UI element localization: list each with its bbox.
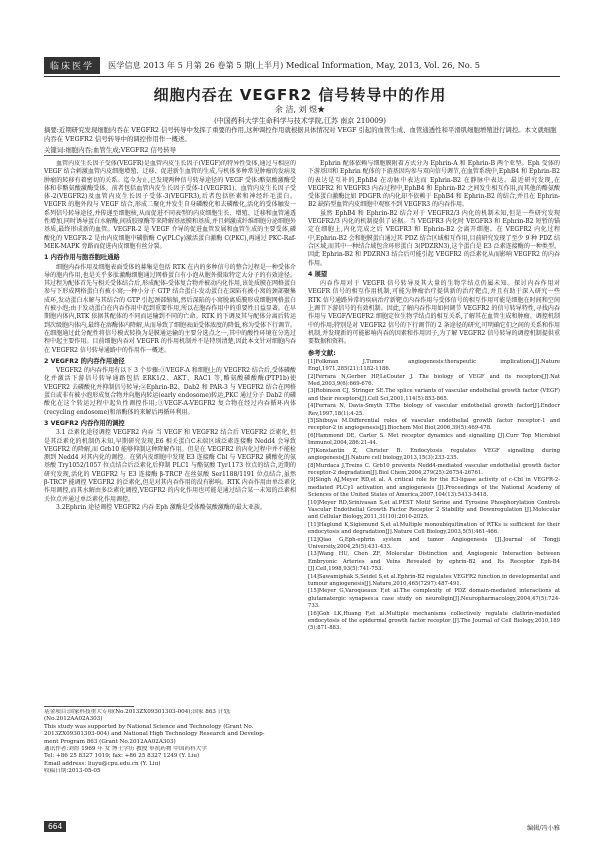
reference-item: [2]Ferrara N,Gerber HP,LeCouter J. The biology of VEGF and its receptors[J].Nat Med,2003,9(6):669-676.: [308, 373, 560, 388]
paragraph: 血管内皮生长因子受体(VEGFR)是血管内皮生长因子(VEGF)的特异性受体,通过与相应的 VEGF 结合刺激血管内皮细胞增殖、迁移、促进新生血管的生成,与机体多种常见肿瘤的发病及肿瘤的转移有着密切的关系。迄今为止,已发现两种信号转导途径的 VEGF 受体:酪氨酸激酶受体和非酪氨酸激酶受体。前者包括血管内皮生长因子受体-1(VEGFR1)、血管内皮生长因子受体-2(VEGFR2)及血管内皮生长因子受体-3(VEGFR3),后者包括胚素和神经纤毛蛋白。VEGFR 的胞外段与 VEGF 结合,形成二聚化并发生自身磷酸化和去磷酸化,活化的受体触发一系列信号转导途径,并传递至细胞核,从而促进不同表型的内皮细胞生长、增殖、迁移和血管通透性增加,同时诱导蛋白水解酶,间质胶原酶等来降解基底膜和基质,并且刺激成纤维细胞分泌细胞外基质,最终形成新的血管。VEGFR-2 是 VEGF 介导的促进血管发展和血管生成的主要受体,磷酸化的 VEGFR-2 是由内皮细胞中磷脂酶 Cγ(PLCγ)激活蛋白激酶 C(PKC),再通过 PKC-Raf-MEK-MAPK 旁路而促进内皮细胞有丝分裂。: [44, 160, 296, 250]
right-column: [308, 160, 560, 835]
editor-credit: 编辑/冯小雅: [526, 825, 560, 832]
reference-item: [10]Meyer RD,Srinivasan S,et al.PEST Motif Serine and Tyrosine Phosphorylation Controls Vascular Endothelial Growth Factor Receptor 2 Stability and Downregulation [J].Molecular and Cellular Biology,2011,31(10):2010-2025.: [308, 499, 560, 521]
footnote-line: 2013ZX09301303-004) and National High Technology Research and Develop-: [44, 731, 265, 738]
reference-item: [9]Singh AJ,Meyer RD,et al. A critical role for the E3-ligase activity of c-Cbl in VEGFR-2-mediated PLCγ1 activation and angiogenesis [J].Proceedings of the National Academy of Sciences of the United States of America,2007,104(13):5413-5418.: [308, 477, 560, 499]
footnote-line: 基金项目:国家科技重大专项(No.2013ZX09301303-004);国家 863 计划;: [44, 709, 231, 715]
section-heading: 参考文献:: [308, 349, 336, 357]
footnote-line: 收稿日期:2013-05-05: [44, 768, 101, 775]
footnote-line: (No.2012AA02A303): [44, 716, 103, 723]
article-title: 细胞内吞在 VEGFR2 信号转导中的作用: [153, 86, 447, 104]
paragraph: VEGFR2 的内吞作用有以下 3 个步骤:①VEGF-A 和细胞上的 VEGFR2 结合后,受体磷酸化并激活下游信号转导通路包括 ERK1/2、AKT、RAC1 等,酪氨酸磷酸酶(PTP1b)使 VEGFR2 去磷酸化并抑制信号转导;②Ephrin-B2、Dab2 和 PAR-3 与 VEGFR2 结合在网格蛋白或非有被小泡形成复合物并向胞内转运(early endosome)转运,PKC 通过分子 Dab2 的磷酸化在这个转运过程中起负性调控作用;③VEGF-A-VEGFR2 复合物在经过内吞循环内体(recycling endosome)和溶酶体的来解后再循环利用。: [44, 367, 296, 416]
reference-item: [1]Folkman J.Tumor angiogenesis:therapeutic implications[J].Nature Engl,1971,285(21):1182-1186.: [308, 358, 560, 373]
reference-item: [12]Qiao G,Eph-ephrin system and tumor Angiogenesis [J].Journal of Tongji University,2004,25(5):431-433.: [308, 536, 560, 550]
running-header: [44, 56, 560, 74]
paragraph: 3.1 泛素化途径调控 VEGFR2 内吞 当 VEGF 和 VEGFR2 结合后 VEGFR2 泛素化,但是其泛素化的机制仍未知,早期研究发现,E6 相关蛋白C末端区域泛素连接酶 Nedd4 会导致 VEGFR2 的降解,而 Grb10 能够抑制这种降解作用。但是在 VEGFR2 的内化过程中并不能检测到 Nedd4 对其内化的调控。在猪内皮细胞中发现 E3 连接酶 Cbl 与 VEGFR2 磷酸化的氨基酸 Try1052/1057 位点结合后泛素化后抑制 PLC1 与酪氨酸 Tyr1173 位点的结合,近期的研究发现,活化的 VEGFR2 与 E3 连接酶 β-TRCP 在丝氨酸 Ser1188/1191 位点结合,虽然 β-TRCP 能调控 VEGFR2 的泛素化,但是对其内吞作用的没有影响。RTK 内吞作用由单泛素化作用调控,而其水解由多泛素化调控,VEGFR2 的内化作用也可能是通过结合某一未知的泛素相关位点并通过单泛素化作用调控。: [44, 429, 296, 503]
footnote-rule: [44, 706, 134, 707]
header-rule: [44, 76, 560, 77]
paragraph: 细胞内吞作用及细胞表面受体的募集是包括 RTK 在内的多种信号的整合过程是一种受体介导的胞内作用,也是关乎多肽激酶细胞通过网格蛋白有小泡从胞外摄取特定大分子的有效途径。其过程为配体首先与相关受体结合后,形成配体-受体复合物并被动内化作用,该处质膜在网格蛋白参与下形成网格蛋白有被小窝;一种小分子 GTP 结合蛋白-发动蛋白在深陷有被小窝的颈部聚集成环,发动蛋白水解与其结合的 GTP 引起颈部缩缩,然后深陷的小窝脱离质膜形成细胞网格蛋白有被小泡;由于发动蛋白在内吞作用中起到重要作用,所以在胞吞作用中的重要性日益显著。在早期胞内体内,RTK 依据其配体的不同而运输到不同的亡命。RTK 的下调及其与配体分离后转运到次级胞内体内,最终在溶酶体内降解,从而导致了细胞表面受体浓度的降低,称为受体下行调节。在细胞通过此分配性将信号模式转换为是膜通运输的主要分选点之一,其中的酸性环境在分选过程中起主要作用。目前细胞内吞对 VEGFR 的作用机制并不是特别清楚,因此本文针对细胞内吞在 VEGFR2 信号转导通路中的作用作一概述。: [44, 263, 296, 354]
reference-item: [15]Meyer G,Varoqueaux F,et al.The complexity of PDZ domain-mediated interactions at glutamatergic synapses:a case study on neuroligin[J].Neuropharmacology,2004,47(5):724-733.: [308, 588, 560, 610]
footnote-line: Email address: liuyu@cpu.edu.cn (Y. Liu): [44, 760, 161, 767]
reference-item: [3]Robinson CJ, Stringer SE.The splice variants of vascular endothelial growth factor (VEGF) and their receptors[J].Cell Sci,2001,114(5):853-865.: [308, 388, 560, 402]
paragraph: 3.2Ephrin 途径调控 VEGFR2 内吞 Eph 激酶是受体酪氨酸激酶的最大亚族。: [56, 503, 266, 511]
journal-citation: 医学信息 2013 年 5 月第 26 卷第 5 期(上半月) Medical Information, May, 2013, Vol. 26, No. 5: [108, 59, 481, 70]
reference-item: [13]Wang HU, Chen ZF, Molecular Distinction and Angiogenic Interaction between Embryonic Arteries and Veins Revealed by ephrin-B2 and Its Receptor Eph-B4 [J].Cell,1998,93(5):741-753.: [308, 551, 560, 573]
section-heading: 3 VEGFR2 内吞作用的调控: [44, 419, 125, 427]
section-category: 临床医学: [44, 57, 100, 74]
section-heading: 2 VEGFR2 的内吞作用途径: [44, 357, 125, 365]
section-heading: 1 内吞作用与胞吞胞吐通路: [44, 254, 120, 262]
footnote-line: ment Program 863 (Grant No.2012AA02A303): [44, 738, 176, 745]
reference-item: [7]Konstantin Z, Christer B. Endocytosis regulates VEGF signalling during angiogenesis[J].Nature cell biology,2013,15(3):233-235.: [308, 447, 560, 462]
footnote-line: Tel: +86 25 8327 1019; fax: +86 25 8327 1249 (Y. Liu): [44, 753, 200, 760]
left-column: [44, 160, 296, 702]
reference-item: [8]Murdaca J,Treins C. Grb10 prevents Nedd4-mediated vascular endothelial growth factor receptor-2 degradation[J].Biol Chem,2004,279(25):26754-26761.: [308, 462, 560, 476]
footnote-line: This study was supported by National Science and Technology (Grant No.: [44, 723, 254, 730]
reference-item: [4]Ferrara N, Davis-Smyth T.The biology of vascular endothelial growth factor[J].Endocr Rev,1997,18(1):4-25.: [308, 403, 560, 417]
reference-item: [14]Sawamiphak S,Seidel S,et al.Ephrin-B2 regulates VEGFR2 function in developmental and tumour angiogenesis[J].Nature,2010,465(7297):487-491.: [308, 573, 560, 588]
reference-item: [5]Shibuya M.Differential roles of vascular endothelial growth factor receptor-1 and receptor-2 in angiogenesis[J].Biochem Mol Biol,2006,39(5):469-478.: [308, 418, 560, 432]
paragraph: 虽然 EphB4 和 Ephrin-B2 结合对于 VEGFR2/3 内化的机制未知,但是一些研究发现 VEGFR2/3 内化的机制提供了证据。当 VEGFR3 内化时 VEGFR3 和 Ephrin-B2 短暂的锚定在细胞上,内化完成之后 VEGFR3 和 Ephrin-B2 会离开细胞。在 VEGFR2 内化过程中,Ephrin-B2 会和胞膜蛋白通过其 PDZ 结合区域相互作用,目前研究发现了至少 9 种 PDZ 结合区域,而其中一种结合域包含环形蛋白 3(PDZRN3),这个蛋白是 E3 泛素连接酶的一种类型。因此 Ephrin-B2 和 PDZRN3 结合后可能引起 VEGFR2 的泛素化从而影响 VEGFR2 的内吞作用。: [308, 209, 560, 267]
affiliation: (中国药科大学生命科学与技术学院,江苏 南京 210009): [214, 117, 386, 125]
abstract: 摘要:近期研究发现细胞内吞在 VEGFR2 信号转导中发挥了重要的作用,这种调控作用就根据具体情况对 VEGF 引起的血管生成、血管通透性和平滑肌细胞增殖进行调控。本文就细胞内吞在 VEGFR2 信号转导中的调控作用作一概述。: [44, 126, 557, 143]
paragraph: 内吞作用对于 VEGFR 信号转导及其大量的生物学结点仍属未知。探讨内吞作用对 VEGFR 信号的相互作用机制,可能为肿瘤治疗提供新的治疗靶点,并且有助于深入研究一些 RTK 信号通路异常的疾病治疗新靶点内吞作用与受体信号的相互作用可能是细胞在时间和空间上调节下游信号的有效机制。因此,了解内吞作用如何调节 VEGFR2 的信号转导特性,寻找内吞作用与 VEGF/VEGFR2 细胞定位生物学结点的相互关系,了解其在血管生成和肿瘤、调控机制中的作用;特别是对 VEGFR2 信号的下行调节的 2 条途径的研究,可明确它们之间的关系和作用机制,并发现新的可能影响内吞的因素和作用因子,为了解 VEGFR2 信号转导的调控机制提供重要数据和资料。: [308, 280, 560, 346]
reference-item: [11]Haglund K,Sigismund S,et al.Multiple monoubiquitination of RTKs is sufficient for their endocytosis and degradation[J].Nature Cell Biology,2003,5(5):461-466.: [308, 521, 560, 536]
reference-item: [16]Goh LK,Huang F,et al.Multiple mechanisms collectively regulate clathrin-mediated endocytosis of the epidermal growth factor receptor [J].The Journal of Cell Biology,2010,189 (5):871-883.: [308, 610, 560, 632]
abstract-rule: [44, 155, 560, 156]
footnote-line: 通讯作者:刘煜 1969 年 女 博士学历 教授 单抗药物 中国药科大学: [44, 746, 207, 753]
footnote: [44, 709, 296, 776]
paragraph: Ephrin 配体依赖与细胞膜附着方式分为 Ephrin-A 和 Ephrin-B 两个亚型。Eph 受体的下游基因和 Ephrin 配体的下游基因均参与双向信号调节,在血管系统中,EphB4 和 Ephrin-B2 的表达是互补的,EphB4 在动脉中表达而 Ephrin-B2 在静脉中表达。最近研究发现,在 VEGFR2 和 VEGFR3 内吞过程中,EphB4 和 Ephrin-B2 之间发生相互作用,而其他的酪氨酸受体蛋白激酶比如 PDGFR 的内化却不依赖于 EphB4 和 Ephrin-B2 的结合,并且在 Ephrin-B2 缺陷型血管内皮细胞中观察不到 VEGFR3 的内吞作用。: [308, 160, 560, 209]
keywords: 关键词:细胞内吞;血管生成;VEGFR2 信号转导: [44, 146, 177, 154]
authors: 余 洁, 刘 煜★: [274, 105, 326, 114]
reference-list: [308, 359, 560, 633]
page-number: 664: [44, 821, 66, 832]
section-heading: 4 展望: [308, 270, 328, 278]
reference-item: [6]Hammond DE, Carter S. Met receptor dynamics and signalling [J].Curr Top Microbiol Immunol,2004,286:21-44.: [308, 432, 560, 447]
